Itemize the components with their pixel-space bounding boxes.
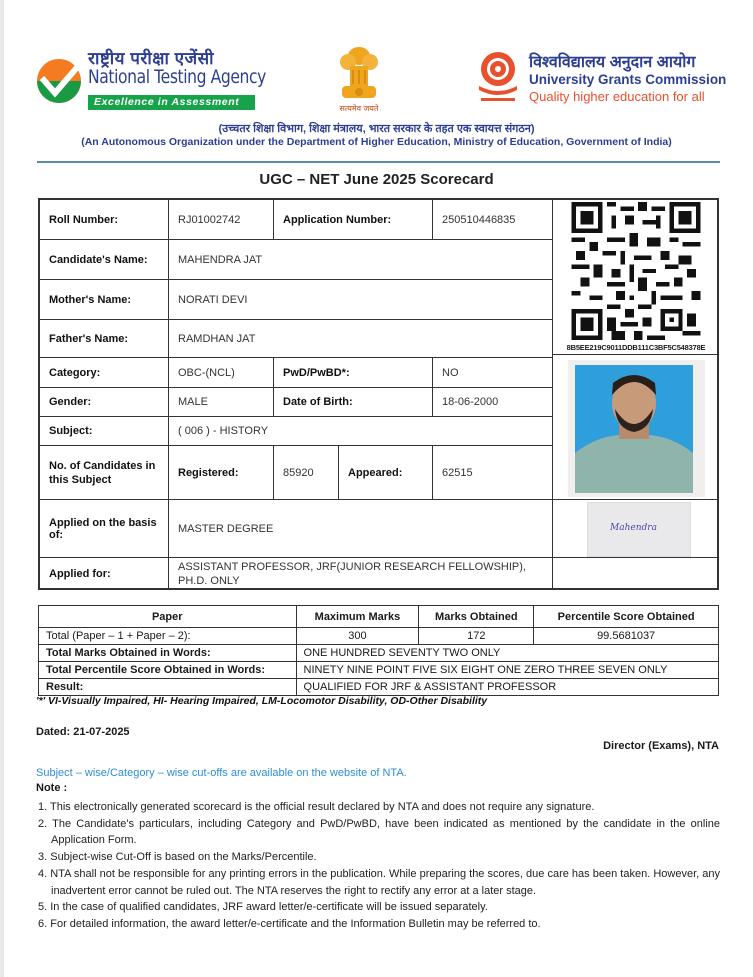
- subject-value: ( 006 ) - HISTORY: [169, 417, 553, 446]
- nta-brand: [36, 42, 266, 112]
- org-description-hindi: (उच्चतर शिक्षा विभाग, शिक्षा मंत्रालय, भारत सरकार के तहत एक स्वायत्त संगठन): [218, 123, 535, 135]
- person-portrait-icon: [575, 365, 693, 493]
- total-label: Total (Paper – 1 + Paper – 2):: [39, 628, 297, 645]
- pwd-value: NO: [433, 358, 553, 388]
- application-number-value: 250510446835: [433, 200, 553, 240]
- candidate-signature: [587, 502, 691, 557]
- note-item: 5. In the case of qualified candidates, JRF award letter/e-certificate will be issued separately.: [38, 901, 488, 914]
- max-marks-value: 300: [296, 628, 419, 645]
- marks-obtained-value: 172: [419, 628, 534, 645]
- candidate-photo: [568, 360, 705, 497]
- registered-label: Registered:: [169, 446, 274, 500]
- father-name-value: RAMDHAN JAT: [169, 320, 553, 358]
- photo-box: [553, 355, 719, 500]
- table-row: [39, 662, 719, 679]
- signature-text: Mahendra: [610, 523, 657, 533]
- roll-number-label: Roll Number:: [40, 200, 169, 240]
- nta-logo-icon: [36, 58, 82, 104]
- blank-cell: [553, 558, 719, 590]
- candidates-count-label: No. of Candidates in this Subject: [40, 446, 169, 500]
- ugc-logo-icon: [475, 50, 521, 104]
- appeared-value: 62515: [433, 446, 553, 500]
- ugc-name-english: University Grants Commission: [529, 72, 727, 87]
- applied-for-value: ASSISTANT PROFESSOR, JRF(JUNIOR RESEARCH FELLOWSHIP), PH.D. ONLY: [169, 558, 553, 590]
- header-marks-obtained: Marks Obtained: [419, 606, 534, 628]
- header-paper: Paper: [39, 606, 297, 628]
- director-signatory: Director (Exams), NTA: [603, 740, 719, 752]
- basis-label: Applied on the basis of:: [40, 500, 169, 558]
- note-item: 3. Subject-wise Cut-Off is based on the Marks/Percentile.: [38, 851, 317, 864]
- disability-footnote: '*' VI-Visually Impaired, HI- Hearing Impaired, LM-Locomotor Disability, OD-Other Disability: [36, 695, 488, 707]
- result-value: QUALIFIED FOR JRF & ASSISTANT PROFESSOR: [296, 679, 718, 696]
- note-item: 1. This electronically generated scorecard is the official result declared by NTA and does not require any signature.: [38, 801, 595, 813]
- lion-capital-icon: [331, 42, 387, 102]
- marks-header-row: [39, 606, 719, 628]
- nta-name-hindi: राष्ट्रीय परीक्षा एजेंसी: [88, 49, 215, 68]
- table-row: [39, 645, 719, 662]
- cutoff-info-link[interactable]: Subject – wise/Category – wise cut-offs are available on the website of NTA.: [36, 767, 407, 779]
- ugc-brand: [475, 50, 725, 110]
- note-item: 6. For detailed information, the award letter/e-certificate and the Information Bulletin may be referred to.: [38, 917, 541, 930]
- issue-date: Dated: 21-07-2025: [36, 726, 130, 738]
- category-label: Category:: [40, 358, 169, 388]
- appeared-label: Appeared:: [339, 446, 433, 500]
- header-maximum-marks: Maximum Marks: [296, 606, 419, 628]
- candidate-info-table: [38, 198, 719, 590]
- emblem-motto: सत्यमेव जयते: [339, 104, 379, 113]
- application-number-label: Application Number:: [274, 200, 433, 240]
- qr-code-text: 8B5EE219C9011DDB111C3BF5C548378E: [566, 343, 706, 352]
- national-emblem: [331, 42, 387, 114]
- page-title: UGC – NET June 2025 Scorecard: [259, 171, 494, 188]
- signature-box: [553, 500, 719, 558]
- table-row: [39, 679, 719, 696]
- header: [0, 40, 753, 120]
- gender-value: MALE: [169, 388, 274, 417]
- percentile-value: 99.5681037: [534, 628, 719, 645]
- marks-words-label: Total Marks Obtained in Words:: [39, 645, 297, 662]
- marks-table: [38, 605, 719, 696]
- header-percentile: Percentile Score Obtained: [534, 606, 719, 628]
- note-item: 4. NTA shall not be responsible for any printing errors in the publication. While preparing the scores, due care has been taken. However, any inadvertent error cannot be ruled out. The NTA reserves the right to rectify any error at a later stage.: [38, 867, 720, 897]
- qr-code-box: [553, 200, 719, 355]
- father-name-label: Father's Name:: [40, 320, 169, 358]
- category-value: OBC-(NCL): [169, 358, 274, 388]
- registered-value: 85920: [274, 446, 339, 500]
- mother-name-label: Mother's Name:: [40, 280, 169, 320]
- notes-list: [38, 799, 720, 933]
- candidate-name-value: MAHENDRA JAT: [169, 240, 553, 280]
- nta-name-english: National Testing Agency: [88, 66, 266, 88]
- percentile-words-value: NINETY NINE POINT FIVE SIX EIGHT ONE ZERO THREE SEVEN ONLY: [296, 662, 718, 679]
- gender-label: Gender:: [40, 388, 169, 417]
- qr-code-icon: [571, 202, 701, 340]
- percentile-words-label: Total Percentile Score Obtained in Words:: [39, 662, 297, 679]
- ugc-name-hindi: विश्वविद्यालय अनुदान आयोग: [529, 54, 696, 71]
- mother-name-value: NORATI DEVI: [169, 280, 553, 320]
- marks-words-value: ONE HUNDRED SEVENTY TWO ONLY: [296, 645, 718, 662]
- basis-value: MASTER DEGREE: [169, 500, 553, 558]
- candidate-name-label: Candidate's Name:: [40, 240, 169, 280]
- dob-value: 18-06-2000: [433, 388, 553, 417]
- applied-for-label: Applied for:: [40, 558, 169, 590]
- note-label: Note :: [36, 782, 68, 794]
- result-label: Result:: [39, 679, 297, 696]
- nta-tagline: Excellence in Assessment: [88, 95, 255, 110]
- dob-label: Date of Birth:: [274, 388, 433, 417]
- ugc-tagline: Quality higher education for all: [529, 89, 705, 104]
- pwd-label: PwD/PwBD*:: [274, 358, 433, 388]
- subject-label: Subject:: [40, 417, 169, 446]
- table-row: [39, 628, 719, 645]
- org-description-english: (An Autonomous Organization under the Department of Higher Education, Ministry of Education, Government of India): [81, 136, 672, 148]
- roll-number-value: RJ01002742: [169, 200, 274, 240]
- note-item: 2. The Candidate's particulars, including Category and PwD/PwBD, have been indicated as mentioned by the candidate in the online Application Form.: [38, 817, 720, 847]
- header-divider: [37, 161, 720, 163]
